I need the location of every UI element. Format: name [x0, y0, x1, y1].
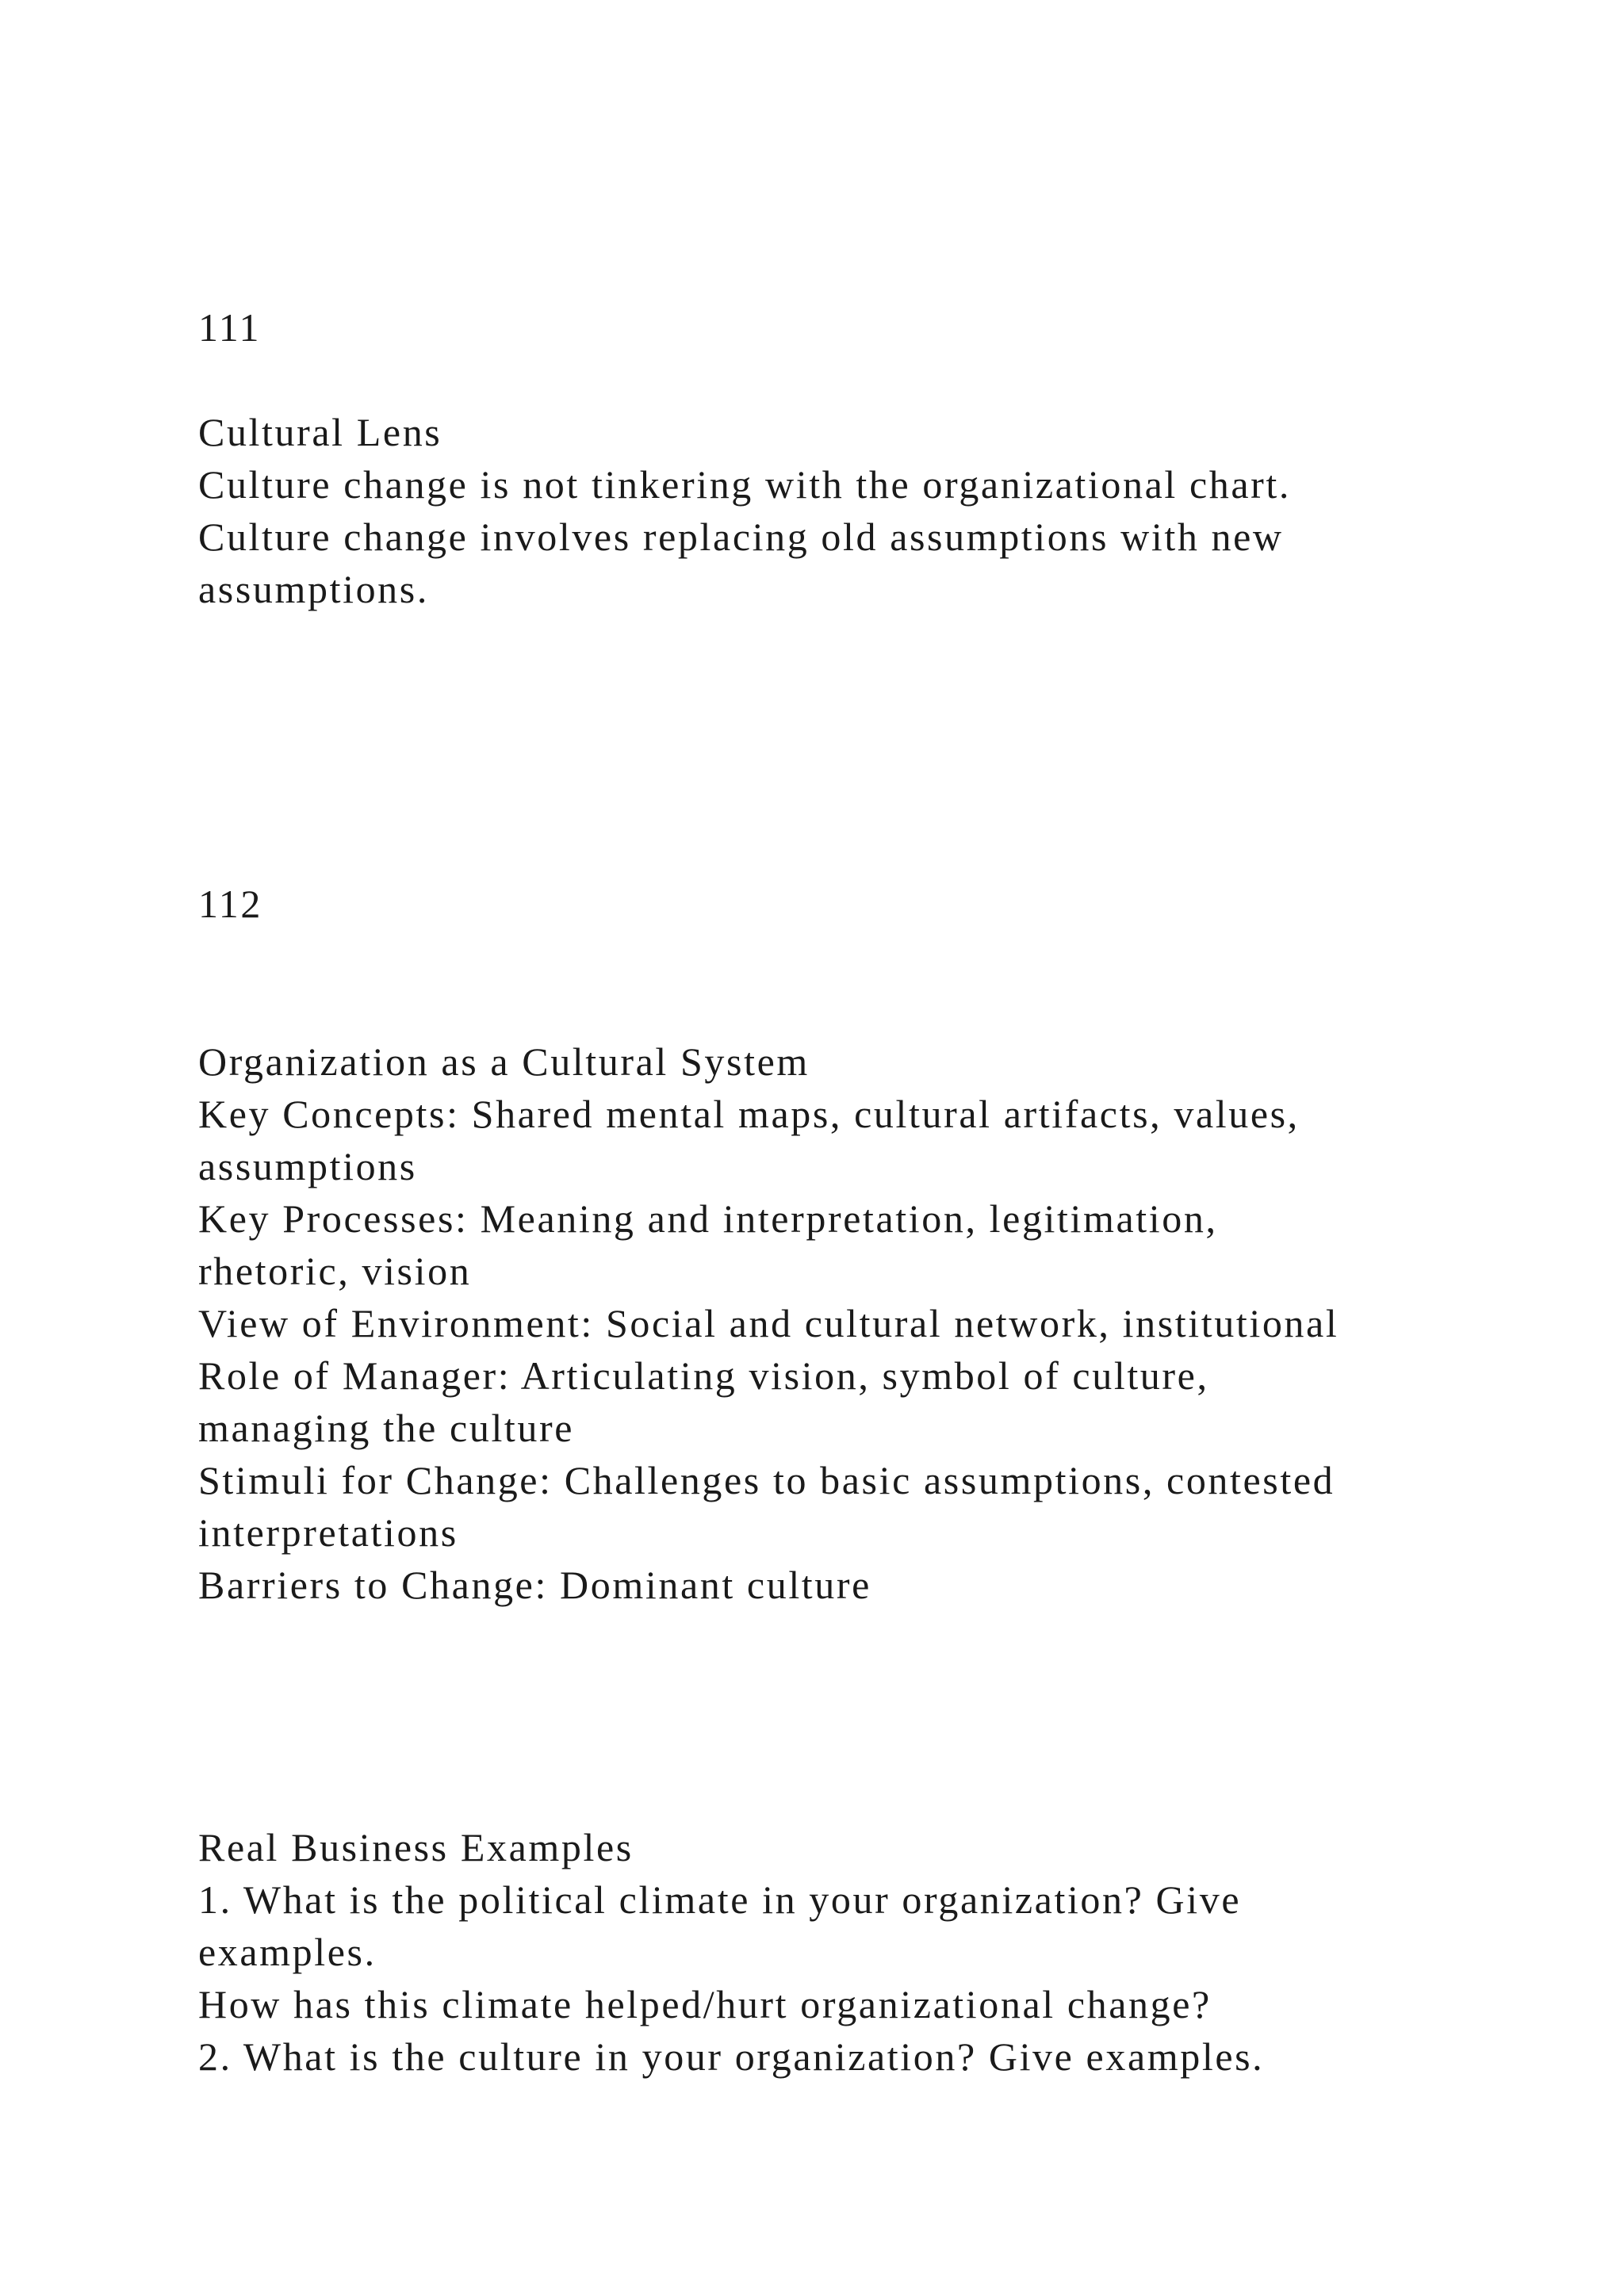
text-line: managing the culture: [198, 1406, 575, 1450]
text-line: Culture change is not tinkering with the organizational chart.: [198, 462, 1291, 507]
text-line: examples.: [198, 1930, 377, 1974]
section-heading-cultural-lens: Cultural Lens: [198, 410, 442, 454]
text-line: assumptions: [198, 1144, 417, 1188]
text-line: Stimuli for Change: Challenges to basic assumptions, contested: [198, 1458, 1335, 1502]
page-number-112: 112: [198, 882, 262, 926]
text-line: Barriers to Change: Dominant culture: [198, 1563, 871, 1607]
text-line: assumptions.: [198, 567, 429, 611]
text-line: Key Processes: Meaning and interpretation, legitimation,: [198, 1196, 1218, 1241]
page-number-111: 111: [198, 305, 262, 350]
text-line: 1. What is the political climate in your organization? Give: [198, 1877, 1242, 1922]
text-line: How has this climate helped/hurt organizational change?: [198, 1982, 1212, 2026]
section-heading-real-business-examples: Real Business Examples: [198, 1825, 634, 1869]
text-line: Key Concepts: Shared mental maps, cultural artifacts, values,: [198, 1092, 1300, 1136]
text-line: rhetoric, vision: [198, 1249, 472, 1293]
text-line: Role of Manager: Articulating vision, symbol of culture,: [198, 1353, 1209, 1398]
text-line: View of Environment: Social and cultural network, institutional: [198, 1301, 1339, 1345]
text-line: 2. What is the culture in your organization? Give examples.: [198, 2034, 1265, 2079]
text-line: interpretations: [198, 1510, 458, 1555]
text-line: Culture change involves replacing old assumptions with new: [198, 515, 1284, 559]
section-heading-cultural-system: Organization as a Cultural System: [198, 1039, 810, 1084]
